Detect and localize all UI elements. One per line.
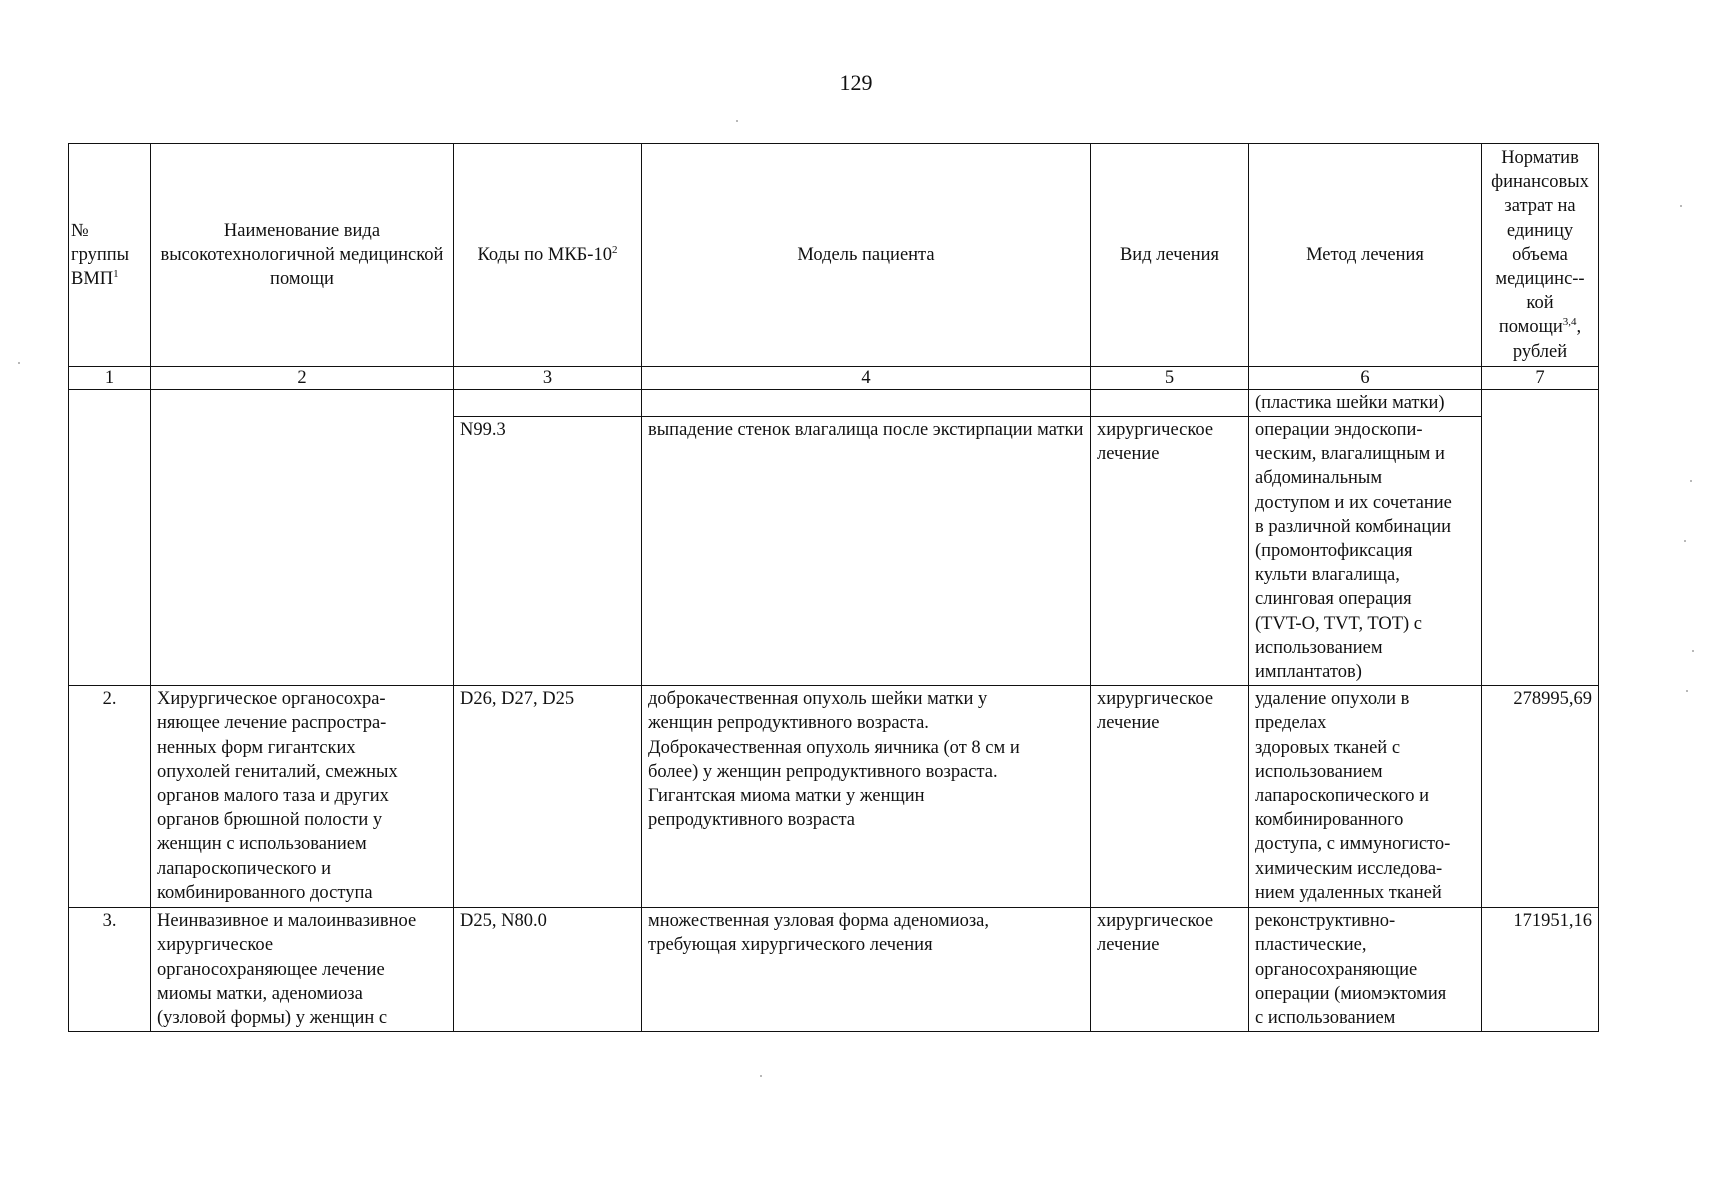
medical-care-table xyxy=(68,143,1599,1032)
cell-treatment-method: реконструктивно- пластические, органосохраняющие операции (миомэктомия с использованием xyxy=(1249,908,1482,1032)
cell-icd-codes: D26, D27, D25 xyxy=(454,686,642,908)
column-number: 5 xyxy=(1091,366,1249,389)
footnote-ref: 3,4 xyxy=(1562,316,1577,329)
cell-icd-codes: D25, N80.0 xyxy=(454,908,642,1032)
cell-group-number: 2. xyxy=(69,686,151,908)
cell-cost: 171951,16 xyxy=(1482,908,1599,1032)
column-number: 2 xyxy=(151,366,454,389)
cell-care-type: Хирургическое органосохра- няющее лечение распростра- ненных форм гигантских опухолей гениталий, смежных органов малого таза и других органов брюшной полости у женщин с использованием лапароскопического и комбинированного доступа xyxy=(151,686,454,908)
table-row-continuation xyxy=(69,389,1599,416)
scan-speck xyxy=(1690,480,1692,482)
cell-treatment-method: удаление опухоли в пределах здоровых тканей с использованием лапароскопического и комбинированного доступа, с иммуногисто- химическим исследова- нием удаленных тканей xyxy=(1249,686,1482,908)
table-row-group-2 xyxy=(69,686,1599,908)
cell-cost xyxy=(1482,389,1599,685)
cell-patient-model: множественная узловая форма аденомиоза, требующая хирургического лечения xyxy=(642,908,1091,1032)
column-number-row xyxy=(69,366,1599,389)
column-number: 6 xyxy=(1249,366,1482,389)
cell-icd-codes xyxy=(454,389,642,416)
header-patient-model: Модель пациента xyxy=(642,144,1091,367)
header-group-number xyxy=(69,144,151,367)
cell-group-number xyxy=(69,389,151,685)
column-number: 1 xyxy=(69,366,151,389)
table-row-group-3 xyxy=(69,908,1599,1032)
cell-patient-model xyxy=(642,389,1091,416)
cell-cost: 278995,69 xyxy=(1482,686,1599,908)
footnote-ref: 2 xyxy=(611,243,618,256)
scan-speck xyxy=(1680,205,1682,207)
scan-speck xyxy=(760,1075,762,1077)
cell-care-type: Неинвазивное и малоинвазивное хирургическое органосохраняющее лечение миомы матки, аденомиоза (узловой формы) у женщин с xyxy=(151,908,454,1032)
page-number: 129 xyxy=(839,70,873,95)
column-number: 3 xyxy=(454,366,642,389)
cell-treatment-method: (пластика шейки матки) xyxy=(1249,389,1482,416)
header-cost-norm xyxy=(1482,144,1599,367)
cell-icd-codes: N99.3 xyxy=(454,417,642,686)
cell-group-number: 3. xyxy=(69,908,151,1032)
cell-treatment-method: операции эндоскопи- ческим, влагалищным и абдоминальным доступом и их сочетание в различной комбинации (промонтофиксация культи влагалища, слинговая операция (TVT-O, TVT, TOT) с использованием имплантатов) xyxy=(1249,417,1482,686)
header-cost-norm-unit: , рублей xyxy=(1512,317,1582,362)
scan-speck xyxy=(1686,690,1688,692)
column-number: 7 xyxy=(1482,366,1599,389)
header-icd-codes-text: Коды по МКБ-10 xyxy=(477,244,612,265)
scan-speck xyxy=(1692,650,1694,652)
header-treatment-type: Вид лечения xyxy=(1091,144,1249,367)
cell-treatment-type xyxy=(1091,389,1249,416)
header-cost-norm-text: Норматив финансовых затрат на единицу объема медицинс-- кой помощи xyxy=(1491,148,1589,338)
column-number: 4 xyxy=(642,366,1091,389)
scan-speck xyxy=(736,120,738,122)
cell-patient-model: выпадение стенок влагалища после экстирпации матки xyxy=(642,417,1091,686)
header-icd-codes xyxy=(454,144,642,367)
scan-speck xyxy=(18,362,20,364)
scan-speck xyxy=(1684,540,1686,542)
cell-care-type xyxy=(151,389,454,685)
header-care-type: Наименование вида высокотехнологичной медицинской помощи xyxy=(151,144,454,367)
cell-patient-model: доброкачественная опухоль шейки матки у женщин репродуктивного возраста. Доброкачественная опухоль яичника (от 8 см и более) у женщин репродуктивного возраста. Гигантская миома матки у женщин репродуктивного возраста xyxy=(642,686,1091,908)
table-header-row xyxy=(69,144,1599,367)
header-group-number-text: № группы ВМП xyxy=(71,220,130,290)
cell-treatment-type: хирургическое лечение xyxy=(1091,417,1249,686)
cell-treatment-type: хирургическое лечение xyxy=(1091,686,1249,908)
footnote-ref: 1 xyxy=(113,267,119,280)
cell-treatment-type: хирургическое лечение xyxy=(1091,908,1249,1032)
header-treatment-method: Метод лечения xyxy=(1249,144,1482,367)
